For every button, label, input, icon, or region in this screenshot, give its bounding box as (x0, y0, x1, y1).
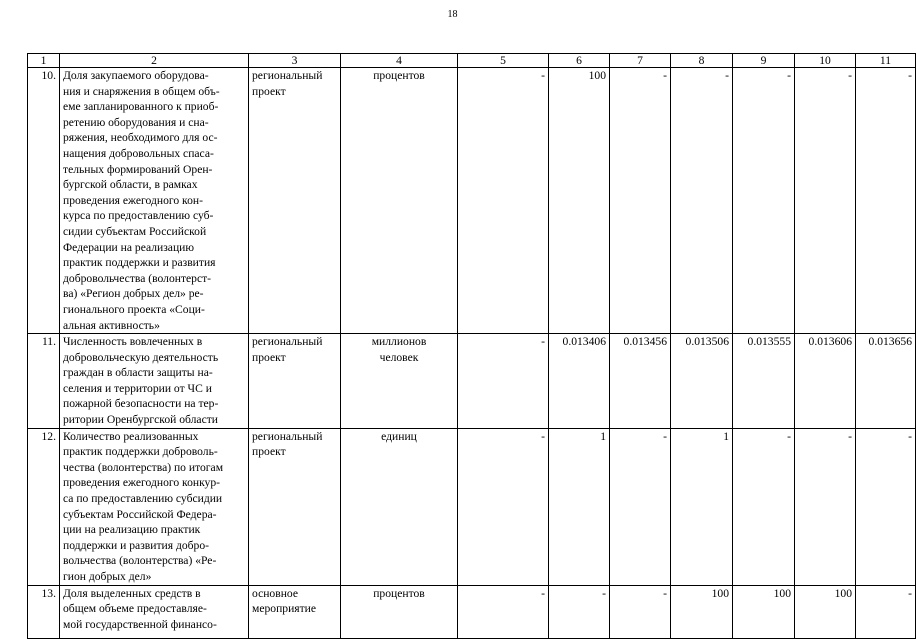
column-header: 4 (341, 54, 458, 68)
value-cell: - (458, 68, 549, 334)
column-header: 5 (458, 54, 549, 68)
row-index-cell: 13. (28, 585, 60, 638)
column-header: 3 (249, 54, 341, 68)
value-cell: 0.013506 (671, 334, 733, 429)
indicator-type-cell: основное мероприятие (249, 585, 341, 638)
value-cell: - (610, 68, 671, 334)
table-row (28, 585, 916, 638)
value-cell: 0.013456 (610, 334, 671, 429)
row-index-cell: 11. (28, 334, 60, 429)
page-number: 18 (447, 9, 458, 20)
value-cell: - (795, 68, 856, 334)
value-cell: - (795, 428, 856, 585)
value-cell: - (671, 68, 733, 334)
column-header: 2 (60, 54, 249, 68)
indicator-type-cell: региональный проект (249, 334, 341, 429)
column-header: 1 (28, 54, 60, 68)
unit-cell: процентов (341, 585, 458, 638)
table-row (28, 68, 916, 334)
value-cell: 100 (795, 585, 856, 638)
value-cell: 0.013406 (549, 334, 610, 429)
value-cell: - (610, 428, 671, 585)
column-header: 11 (856, 54, 916, 68)
value-cell: 100 (733, 585, 795, 638)
column-header: 6 (549, 54, 610, 68)
column-header: 7 (610, 54, 671, 68)
value-cell: - (458, 585, 549, 638)
value-cell: 100 (671, 585, 733, 638)
value-cell: - (856, 585, 916, 638)
column-number-row (28, 54, 916, 68)
row-index-cell: 12. (28, 428, 60, 585)
indicators-table (27, 53, 916, 639)
column-header: 10 (795, 54, 856, 68)
unit-cell: единиц (341, 428, 458, 585)
value-cell: - (458, 428, 549, 585)
table-row (28, 334, 916, 429)
row-index-cell: 10. (28, 68, 60, 334)
value-cell: 0.013606 (795, 334, 856, 429)
indicator-name-cell: Доля выделенных средств в общем объеме предоставляе- мой государственной финансо- (60, 585, 249, 638)
value-cell: - (856, 68, 916, 334)
value-cell: - (856, 428, 916, 585)
value-cell: - (610, 585, 671, 638)
value-cell: 1 (671, 428, 733, 585)
value-cell: 1 (549, 428, 610, 585)
value-cell: 0.013656 (856, 334, 916, 429)
indicator-type-cell: региональный проект (249, 428, 341, 585)
table-row (28, 428, 916, 585)
value-cell: - (733, 428, 795, 585)
unit-cell: миллионов человек (341, 334, 458, 429)
value-cell: - (733, 68, 795, 334)
unit-cell: процентов (341, 68, 458, 334)
column-header: 9 (733, 54, 795, 68)
value-cell: - (458, 334, 549, 429)
indicator-name-cell: Доля закупаемого оборудова- ния и снаряжения в общем объ- еме запланированного к приоб- ретению оборудования и сна- ряжения, необходимого для ос- нащения добровольных спаса- тельных формирований Орен- бургской области, в рамках проведения ежегодного кон- курса по предоставлению суб- сидии субъектам Российской Федерации на реализацию практик поддержки и развития добровольчества (волонтерст- ва) «Регион добрых дел» ре- гионального проекта «Соци- альная активность» (60, 68, 249, 334)
value-cell: - (549, 585, 610, 638)
indicator-type-cell: региональный проект (249, 68, 341, 334)
indicator-name-cell: Количество реализованных практик поддержки доброволь- чества (волонтерства) по итогам проведения ежегодного конкур- са по предоставлению субсидии субъектам Российской Федера- ции на реализацию практик поддержки и развития добро- вольчества (волонтерства) «Ре- гион добрых дел» (60, 428, 249, 585)
column-header: 8 (671, 54, 733, 68)
value-cell: 100 (549, 68, 610, 334)
indicator-name-cell: Численность вовлеченных в добровольческую деятельность граждан в области защиты на- селения и территории от ЧС и пожарной безопасности на тер- ритории Оренбургской области (60, 334, 249, 429)
value-cell: 0.013555 (733, 334, 795, 429)
